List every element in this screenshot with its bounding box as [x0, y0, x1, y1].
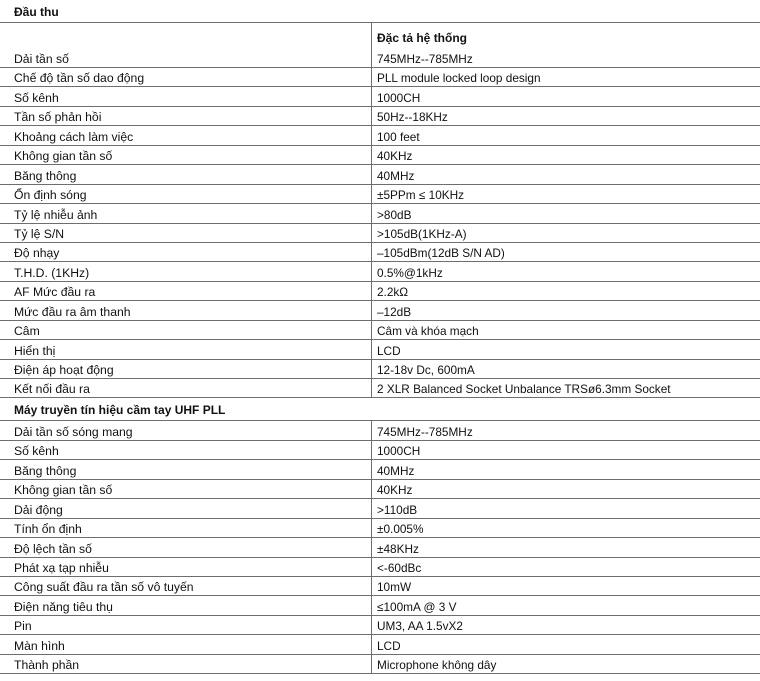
spec-value: <-60dBc — [377, 560, 422, 575]
table-row — [0, 499, 760, 518]
spec-label: Số kênh — [14, 90, 59, 105]
table-row — [0, 596, 760, 615]
spec-value: –12dB — [377, 304, 412, 319]
spec-label: Phát xạ tạp nhiễu — [14, 560, 109, 575]
column-divider — [371, 558, 372, 576]
table-row — [0, 558, 760, 577]
spec-label: Không gian tần số — [14, 483, 113, 498]
table-row — [0, 68, 760, 87]
column-divider — [371, 655, 372, 673]
receiver-section-title: Đầu thu — [14, 5, 59, 19]
column-divider — [371, 480, 372, 498]
spec-label: Độ lệch tần số — [14, 541, 92, 556]
spec-label: Câm — [14, 324, 40, 339]
spec-label: Ổn định sóng — [14, 188, 87, 203]
spec-value: 100 feet — [377, 129, 420, 144]
column-divider — [371, 146, 372, 164]
column-divider — [371, 499, 372, 517]
spec-label: T.H.D. (1KHz) — [14, 265, 90, 280]
table-row — [0, 243, 760, 262]
table-row — [0, 204, 760, 223]
column-divider — [371, 340, 372, 358]
column-divider — [371, 379, 372, 397]
table-row — [0, 379, 760, 398]
spec-value: UM3, AA 1.5vX2 — [377, 619, 463, 634]
spec-value: 50Hz--18KHz — [377, 110, 448, 125]
column-divider — [371, 224, 372, 242]
spec-value: 2 XLR Balanced Socket Unbalance TRSø6.3mm Socket — [377, 382, 671, 397]
column-divider — [371, 126, 372, 144]
spec-label: Kết nối đầu ra — [14, 382, 90, 397]
table-row — [0, 577, 760, 596]
column-divider — [371, 23, 372, 67]
spec-label: Hiển thị — [14, 343, 56, 358]
spec-value: 40MHz — [377, 463, 415, 478]
column-divider — [371, 635, 372, 653]
spec-value: 1000CH — [377, 444, 421, 459]
spec-value: >105dB(1KHz-A) — [377, 226, 467, 241]
receiver-rows — [0, 68, 760, 398]
column-divider — [371, 460, 372, 478]
spec-label: Số kênh — [14, 444, 59, 459]
column-divider — [371, 321, 372, 339]
column-divider — [371, 519, 372, 537]
spec-value: >80dB — [377, 207, 412, 222]
table-row — [0, 340, 760, 359]
spec-label: Điện áp hoạt động — [14, 363, 114, 377]
spec-value: ±5PPm ≤ 10KHz — [377, 188, 465, 203]
spec-label: Điện năng tiêu thụ — [14, 599, 113, 614]
table-row — [0, 616, 760, 635]
table-row — [0, 146, 760, 165]
table-row — [0, 538, 760, 557]
spec-label: Tần số phản hồi — [14, 110, 102, 125]
table-row — [0, 87, 760, 106]
spec-label: Pin — [14, 619, 32, 634]
table-row — [0, 519, 760, 538]
spec-value: 12-18v Dc, 600mA — [377, 363, 475, 377]
table-row — [0, 480, 760, 499]
spec-value: 2.2kΩ — [377, 285, 409, 300]
spec-label: Khoảng cách làm việc — [14, 129, 134, 144]
column-divider — [371, 165, 372, 183]
column-divider — [371, 204, 372, 222]
spec-label: Băng thông — [14, 463, 77, 478]
spec-value: –105dBm(12dB S/N AD) — [377, 246, 505, 261]
spec-label: Dải tần số — [14, 52, 69, 66]
column-divider — [371, 107, 372, 125]
table-row — [0, 421, 760, 440]
spec-label: AF Mức đầu ra — [14, 285, 96, 300]
table-row — [0, 262, 760, 281]
spec-label: Dải động — [14, 502, 63, 517]
column-divider — [371, 616, 372, 634]
table-row — [0, 165, 760, 184]
spec-value: 40MHz — [377, 168, 415, 183]
spec-label: Dải tần số sóng mang — [14, 424, 133, 439]
table-row — [0, 360, 760, 379]
table-row — [0, 655, 760, 674]
column-divider — [371, 441, 372, 459]
spec-column-header: Đặc tả hệ thống — [377, 31, 468, 45]
table-row — [0, 107, 760, 126]
column-divider — [371, 68, 372, 86]
table-row — [0, 321, 760, 340]
table-row — [0, 126, 760, 145]
spec-value: ≤100mA @ 3 V — [377, 599, 457, 614]
spec-value: LCD — [377, 343, 401, 358]
receiver-section-header — [0, 0, 760, 23]
column-divider — [371, 421, 372, 439]
spec-value: 10mW — [377, 580, 412, 595]
spec-label: Tỷ lệ S/N — [14, 226, 65, 241]
table-row — [0, 460, 760, 479]
column-divider — [371, 262, 372, 280]
table-row — [0, 301, 760, 320]
spec-value: 40KHz — [377, 483, 413, 498]
spec-value: 40KHz — [377, 149, 413, 164]
spec-label: Tính ổn định — [14, 522, 82, 537]
spec-label: Thành phần — [14, 658, 80, 673]
spec-label: Công suất đầu ra tần số vô tuyến — [14, 580, 194, 595]
spec-value: >110dB — [377, 502, 418, 517]
transmitter-section-title: Máy truyền tín hiệu cầm tay UHF PLL — [14, 403, 226, 418]
table-row — [0, 185, 760, 204]
column-divider — [371, 596, 372, 614]
transmitter-rows — [0, 421, 760, 674]
spec-label: Chế độ tần số dao động — [14, 71, 145, 86]
column-divider — [371, 243, 372, 261]
spec-label: Màn hình — [14, 638, 65, 653]
spec-label: Băng thông — [14, 168, 77, 183]
spec-label: Tỷ lệ nhiễu ảnh — [14, 207, 98, 222]
receiver-first-row — [0, 23, 760, 68]
table-row — [0, 224, 760, 243]
spec-value: LCD — [377, 638, 401, 653]
transmitter-section-header — [0, 398, 760, 421]
column-divider — [371, 185, 372, 203]
table-row — [0, 441, 760, 460]
spec-value: PLL module locked loop design — [377, 71, 541, 86]
column-divider — [371, 538, 372, 556]
spec-label: Độ nhạy — [14, 246, 60, 261]
column-divider — [371, 360, 372, 378]
table-row — [0, 282, 760, 301]
table-row — [0, 635, 760, 654]
spec-value: Câm và khóa mạch — [377, 324, 479, 339]
column-divider — [371, 282, 372, 300]
spec-value: 745MHz--785MHz — [377, 52, 473, 66]
column-divider — [371, 577, 372, 595]
column-divider — [371, 301, 372, 319]
spec-value: 745MHz--785MHz — [377, 424, 473, 439]
spec-value: 1000CH — [377, 90, 421, 105]
spec-label: Mức đầu ra âm thanh — [14, 304, 131, 319]
spec-label: Không gian tần số — [14, 149, 113, 164]
spec-value: ±48KHz — [377, 541, 419, 556]
spec-value: ±0.005% — [377, 522, 424, 537]
spec-value: 0.5%@1kHz — [377, 265, 443, 280]
spec-value: Microphone không dây — [377, 658, 497, 673]
column-divider — [371, 87, 372, 105]
